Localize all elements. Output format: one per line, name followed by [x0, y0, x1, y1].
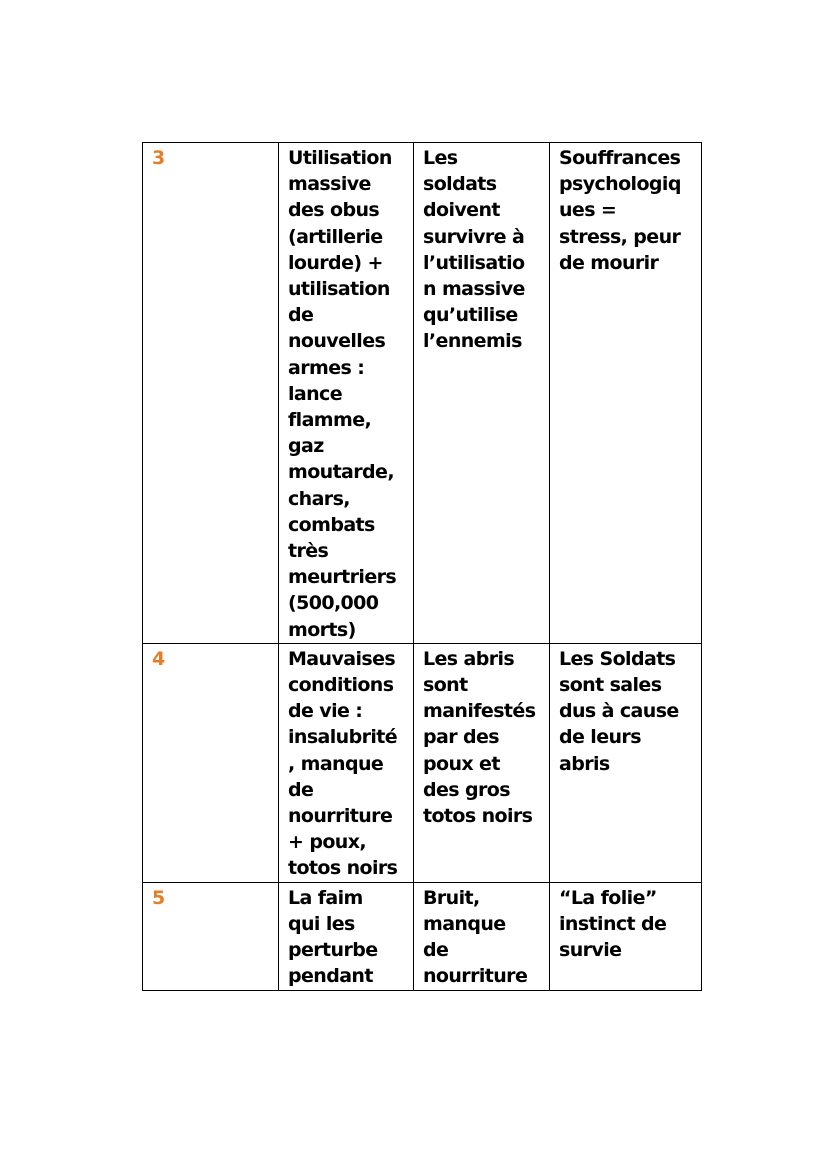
table-row	[143, 882, 702, 990]
table-cell-situation: Les abris sont manifestés par des poux et des gros totos noirs	[414, 643, 550, 882]
soldiers-conditions-table	[142, 142, 702, 991]
table-cell-situation: Les soldats doivent survivre à l’utilisatio n massive qu’utilise l’ennemis	[414, 143, 550, 644]
table-cell-consequence: Souffrances psychologiq ues = stress, peur de mourir	[550, 143, 702, 644]
row-number: 4	[143, 643, 279, 882]
table-cell-situation: Bruit, manque de nourriture	[414, 882, 550, 990]
table-cell-cause: Utilisation massive des obus (artillerie lourde) + utilisation de nouvelles armes : lance flamme, gaz moutarde, chars, combats très meurtriers (500,000 morts)	[279, 143, 414, 644]
table-cell-consequence: Les Soldats sont sales dus à cause de leurs abris	[550, 643, 702, 882]
table-cell-cause: La faim qui les perturbe pendant	[279, 882, 414, 990]
table-cell-cause: Mauvaises conditions de vie : insalubrité , manque de nourriture + poux, totos noirs	[279, 643, 414, 882]
row-number: 3	[143, 143, 279, 644]
table-cell-consequence: “La folie” instinct de survie	[550, 882, 702, 990]
row-number: 5	[143, 882, 279, 990]
table-row	[143, 143, 702, 644]
table-row	[143, 643, 702, 882]
